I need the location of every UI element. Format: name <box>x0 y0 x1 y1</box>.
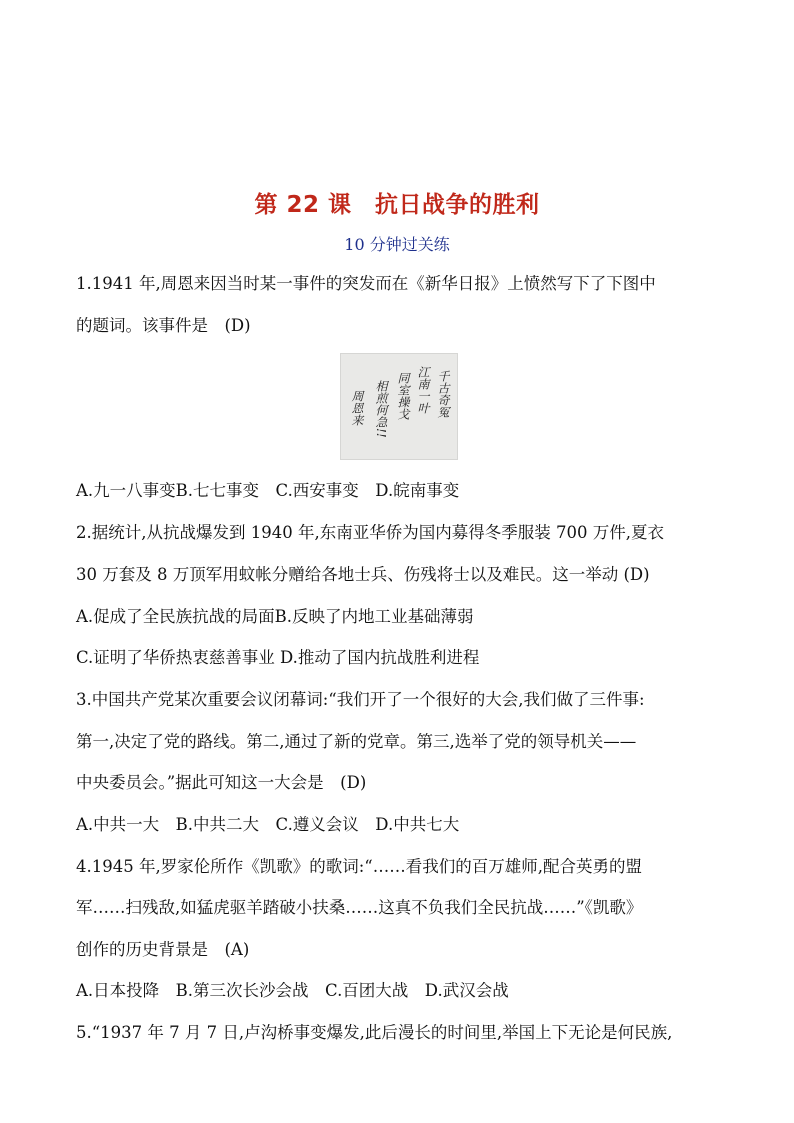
question-3-line-3: 中央委员会。”据此可知这一大会是 (D) <box>76 773 367 792</box>
question-4-line-1: 4.1945 年,罗家伦所作《凯歌》的歌词:“……看我们的百万雄师,配合英勇的盟 <box>76 857 642 876</box>
question-5-line-1: 5.“1937 年 7 月 7 日,卢沟桥事变爆发,此后漫长的时间里,举国上下无论是何民族, <box>76 1023 673 1042</box>
question-2-line-1: 2.据统计,从抗战爆发到 1940 年,东南亚华侨为国内募得冬季服装 700 万件,夏衣 <box>76 523 664 542</box>
calligraphy-signature: 周恩来 <box>350 390 364 426</box>
question-4-options: A.日本投降 B.第三次长沙会战 C.百团大战 D.武汉会战 <box>76 981 509 1000</box>
question-2-options-2: C.证明了华侨热衷慈善事业 D.推动了国内抗战胜利进程 <box>76 648 480 667</box>
question-1-line-2: 的题词。该事件是 (D) <box>76 316 251 335</box>
question-4-line-3: 创作的历史背景是 (A) <box>76 940 250 959</box>
question-3-line-2: 第一,决定了党的路线。第二,通过了新的党章。第三,选举了党的领导机关—— <box>76 732 637 751</box>
question-3-line-1: 3.中国共产党某次重要会议闭幕词:“我们开了一个很好的大会,我们做了三件事: <box>76 690 645 709</box>
calligraphy-image <box>340 353 458 460</box>
calligraphy-column-2: 江南一叶 <box>416 366 430 414</box>
question-2-options-1: A.促成了全民族抗战的局面B.反映了内地工业基础薄弱 <box>76 607 474 626</box>
calligraphy-column-4: 相煎何急!! <box>374 380 388 438</box>
calligraphy-column-1: 千古奇冤 <box>436 370 450 418</box>
lesson-subtitle: 10 分钟过关练 <box>344 235 450 254</box>
question-1-line-1: 1.1941 年,周恩来因当时某一事件的突发而在《新华日报》上愤然写下了下图中 <box>76 274 656 293</box>
calligraphy-inscription <box>341 354 457 459</box>
calligraphy-column-3: 同室操戈 <box>396 372 410 420</box>
question-1-options: A.九一八事变B.七七事变 C.西安事变 D.皖南事变 <box>76 481 460 500</box>
question-2-line-2: 30 万套及 8 万顶军用蚊帐分赠给各地士兵、伤残将士以及难民。这一举动 (D) <box>76 565 650 584</box>
question-3-options: A.中共一大 B.中共二大 C.遵义会议 D.中共七大 <box>76 815 460 834</box>
question-4-line-2: 军……扫残敌,如猛虎驱羊踏破小扶桑……这真不负我们全民抗战……”《凯歌》 <box>76 898 643 917</box>
lesson-title: 第 22 课 抗日战争的胜利 <box>254 192 540 218</box>
